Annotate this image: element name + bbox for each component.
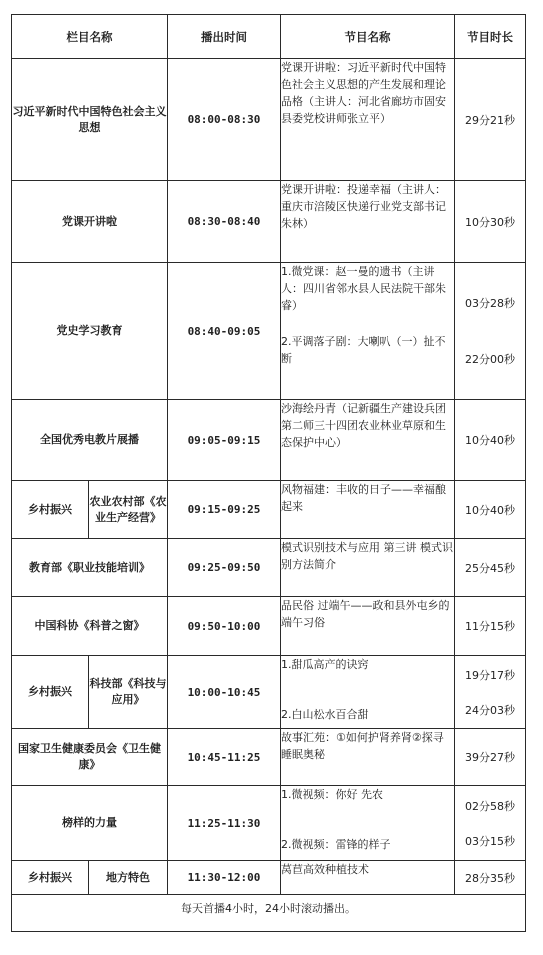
- air-time: 09:50-10:00: [168, 597, 281, 656]
- duration: 11分15秒: [455, 597, 526, 656]
- program-name: 故事汇苑：①如何护肾养肾②探寻睡眠奥秘: [281, 729, 455, 786]
- program-name: 沙海绘丹青（记新疆生产建设兵团第二师三十四团农业林业草原和生态保护中心）: [281, 400, 455, 481]
- column-name: 习近平新时代中国特色社会主义思想: [12, 59, 168, 181]
- column-name: 全国优秀电教片展播: [12, 400, 168, 481]
- column-subname: 地方特色: [89, 861, 168, 895]
- air-time: 11:25-11:30: [168, 786, 281, 861]
- program-item: 2.平调落子剧：大喇叭（一）扯不断: [281, 335, 446, 365]
- column-category: 乡村振兴: [12, 481, 89, 539]
- table-row: [12, 786, 526, 861]
- program-item: 2.白山松水百合甜: [281, 708, 369, 721]
- table-row: [12, 656, 526, 729]
- program-item: 2.微视频：雷锋的样子: [281, 838, 391, 851]
- column-category: 乡村振兴: [12, 861, 89, 895]
- header-time: 播出时间: [168, 15, 281, 59]
- duration: 10分40秒: [455, 400, 526, 481]
- header-row: [12, 15, 526, 59]
- header-column: 栏目名称: [12, 15, 168, 59]
- table-row: [12, 539, 526, 597]
- duration-item: 24分03秒: [465, 703, 515, 717]
- program-name: 风物福建：丰收的日子——幸福酿起来: [281, 481, 455, 539]
- air-time: 10:45-11:25: [168, 729, 281, 786]
- column-name: 党课开讲啦: [12, 181, 168, 263]
- duration-item: 03分28秒: [465, 297, 515, 310]
- duration-item: 02分58秒: [465, 799, 515, 813]
- duration-item: 03分15秒: [465, 834, 515, 848]
- table-row: [12, 181, 526, 263]
- column-name: 中国科协《科普之窗》: [12, 597, 168, 656]
- air-time: 08:40-09:05: [168, 263, 281, 400]
- header-duration: 节目时长: [455, 15, 526, 59]
- table-row: [12, 481, 526, 539]
- duration: 28分35秒: [455, 861, 526, 895]
- duration-item: 22分00秒: [465, 353, 515, 366]
- program-name: 模式识别技术与应用 第三讲 模式识别方法简介: [281, 539, 455, 597]
- table-row: [12, 729, 526, 786]
- footer-note: 每天首播4小时，24小时滚动播出。: [12, 895, 526, 932]
- air-time: 09:05-09:15: [168, 400, 281, 481]
- schedule-table: [11, 14, 526, 932]
- air-time: 08:00-08:30: [168, 59, 281, 181]
- table-row: [12, 597, 526, 656]
- air-time: 11:30-12:00: [168, 861, 281, 895]
- header-program: 节目名称: [281, 15, 455, 59]
- table-row: [12, 59, 526, 181]
- column-subname: 农业农村部《农业生产经营》: [89, 481, 168, 539]
- table-row: [12, 263, 526, 400]
- air-time: 09:15-09:25: [168, 481, 281, 539]
- column-name: 党史学习教育: [12, 263, 168, 400]
- air-time: 09:25-09:50: [168, 539, 281, 597]
- column-name: 国家卫生健康委员会《卫生健康》: [12, 729, 168, 786]
- program-name: 党课开讲啦：习近平新时代中国特色社会主义思想的产生发展和理论品格（主讲人：河北省廊坊市固安县委党校讲师张立平）: [281, 59, 455, 181]
- footer-row: [12, 895, 526, 932]
- program-name: 党课开讲啦：投递幸福（主讲人：重庆市涪陵区快递行业党支部书记朱林）: [281, 181, 455, 263]
- program-name: 莴苣高效种植技术: [281, 861, 455, 895]
- duration: 10分30秒: [455, 181, 526, 263]
- table-row: [12, 400, 526, 481]
- program-item: 1.微视频：你好 先农: [281, 788, 383, 801]
- column-subname: 科技部《科技与应用》: [89, 656, 168, 729]
- column-category: 乡村振兴: [12, 656, 89, 729]
- duration: 29分21秒: [455, 59, 526, 181]
- column-name: 榜样的力量: [12, 786, 168, 861]
- duration: 25分45秒: [455, 539, 526, 597]
- program-item: 1.甜瓜高产的诀窍: [281, 658, 369, 671]
- program-item: 1.微党课：赵一曼的遗书（主讲人：四川省邻水县人民法院干部朱睿）: [281, 265, 446, 312]
- program-name: 品民俗 过端午——政和县外屯乡的端午习俗: [281, 597, 455, 656]
- duration-item: 19分17秒: [465, 668, 515, 682]
- duration: 10分40秒: [455, 481, 526, 539]
- table-row: [12, 861, 526, 895]
- duration: 39分27秒: [455, 729, 526, 786]
- column-name: 教育部《职业技能培训》: [12, 539, 168, 597]
- air-time: 10:00-10:45: [168, 656, 281, 729]
- air-time: 08:30-08:40: [168, 181, 281, 263]
